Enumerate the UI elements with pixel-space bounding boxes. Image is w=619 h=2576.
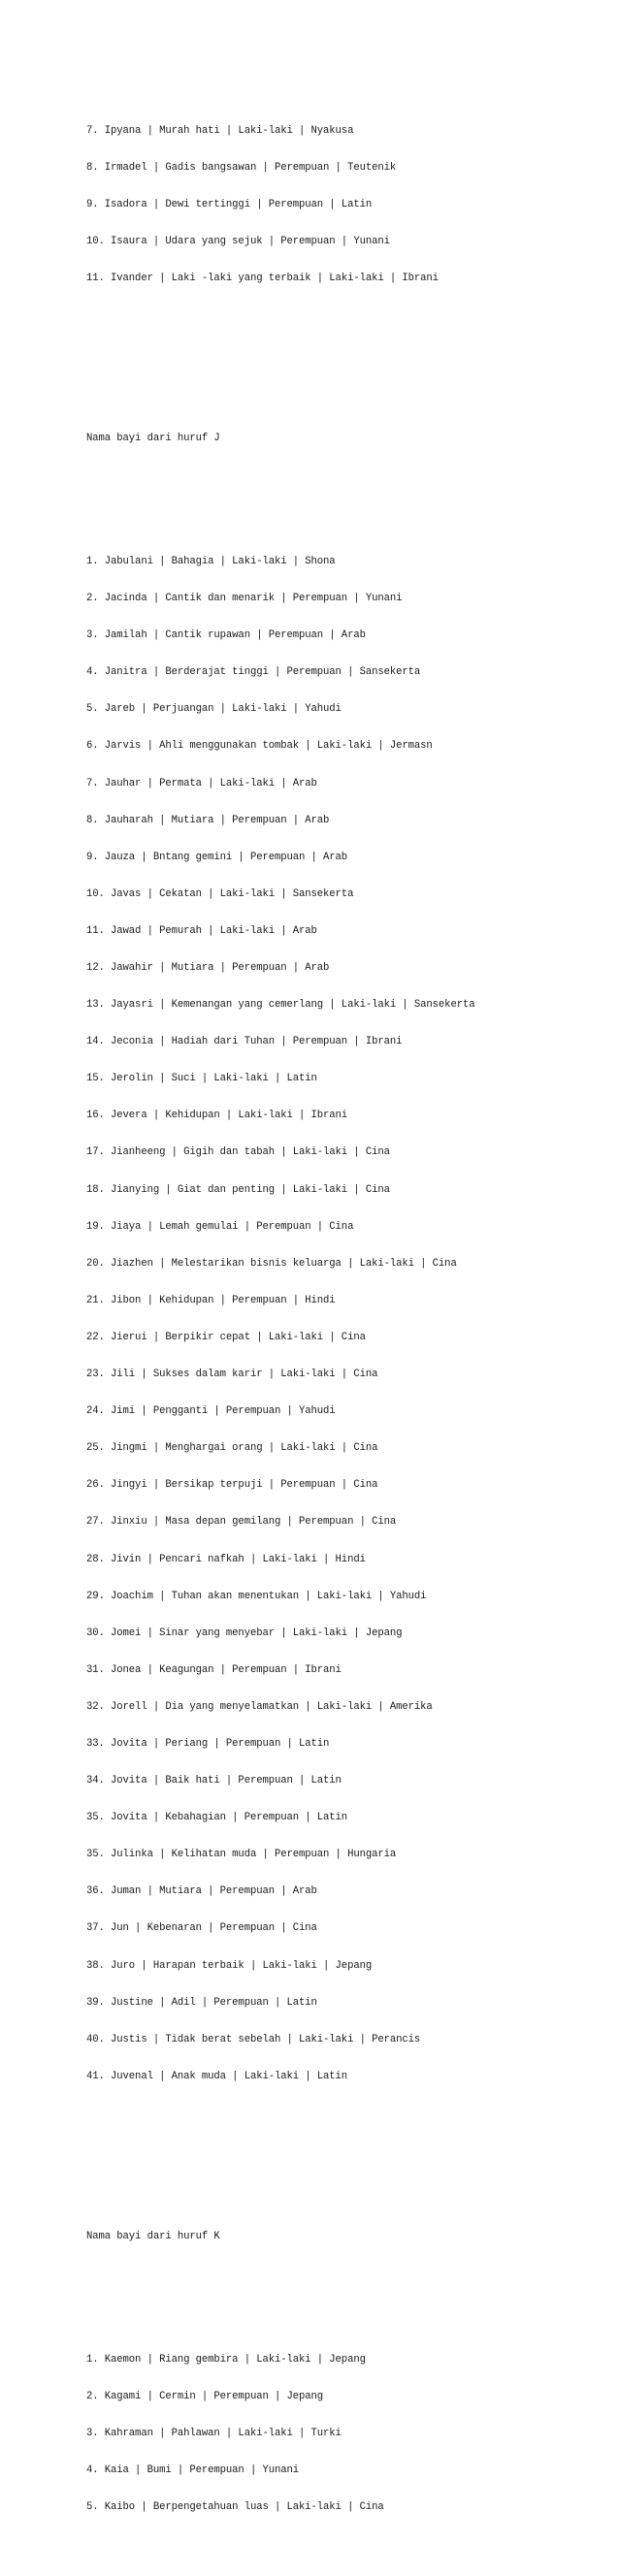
- list-item: 35. Julinka | Kelihatan muda | Perempuan | Hungaria: [86, 1849, 397, 1861]
- list-item: 34. Jovita | Baik hati | Perempuan | Latin: [86, 1775, 342, 1787]
- list-item: 30. Jomei | Sinar yang menyebar | Laki-laki | Jepang: [86, 1626, 403, 1639]
- list-item: 15. Jerolin | Suci | Laki-laki | Latin: [86, 1073, 317, 1085]
- list-item: 16. Jevera | Kehidupan | Laki-laki | Ibrani: [86, 1110, 348, 1122]
- list-item: 25. Jingmi | Menghargai orang | Laki-laki | Cina: [86, 1442, 378, 1455]
- list-item: 31. Jonea | Keagungan | Perempuan | Ibrani: [86, 1663, 342, 1676]
- list-item: 4. Kaia | Bumi | Perempuan | Yunani: [86, 2464, 300, 2477]
- list-item: 1. Kaemon | Riang gembira | Laki-laki | Jepang: [86, 2353, 366, 2366]
- list-item: 9. Isadora | Dewi tertinggi | Perempuan | Latin: [86, 198, 373, 210]
- list-item: 10. Javas | Cekatan | Laki-laki | Sansekerta: [86, 887, 354, 900]
- spacer: [86, 482, 591, 495]
- spacer: [86, 2144, 591, 2157]
- list-item: 29. Joachim | Tuhan akan menentukan | Laki-laki | Yahudi: [86, 1590, 427, 1602]
- list-item: 23. Jili | Sukses dalam karir | Laki-laki | Cina: [86, 1368, 378, 1381]
- list-item: 5. Jareb | Perjuangan | Laki-laki | Yahudi: [86, 703, 342, 716]
- list-item: 38. Juro | Harapan terbaik | Laki-laki | Jepang: [86, 1959, 373, 1972]
- list-item: 6. Jarvis | Ahli menggunakan tombak | Laki-laki | Jermasn: [86, 740, 433, 753]
- list-item: 13. Jayasri | Kemenangan yang cemerlang | Laki-laki | Sansekerta: [86, 999, 475, 1012]
- spacer: [86, 2181, 591, 2194]
- list-item: 26. Jingyi | Bersikap terpuji | Perempuan | Cina: [86, 1479, 378, 1492]
- list-item: 40. Justis | Tidak berat sebelah | Laki-laki | Perancis: [86, 2033, 421, 2045]
- list-item: 1. Jabulani | Bahagia | Laki-laki | Shona: [86, 555, 336, 567]
- document-content: [86, 63, 591, 2576]
- list-item: 27. Jinxiu | Masa depan gemilang | Perempuan | Cina: [86, 1516, 397, 1529]
- list-item: 24. Jimi | Pengganti | Perempuan | Yahudi: [86, 1405, 336, 1418]
- list-item: 7. Ipyana | Murah hati | Laki-laki | Nyakusa: [86, 124, 354, 137]
- spacer: [86, 383, 591, 396]
- intro-list: [86, 100, 591, 309]
- list-item: 11. Jawad | Pemurah | Laki-laki | Arab: [86, 924, 317, 937]
- section-heading-j: Nama bayi dari huruf J: [86, 432, 220, 444]
- list-item: 41. Juvenal | Anak muda | Laki-laki | Latin: [86, 2070, 348, 2082]
- list-item: 22. Jierui | Berpikir cepat | Laki-laki | Cina: [86, 1331, 366, 1343]
- list-item: 5. Kaibo | Berpengetahuan luas | Laki-laki | Cina: [86, 2501, 384, 2514]
- list-item: 20. Jiazhen | Melestarikan bisnis keluarga | Laki-laki | Cina: [86, 1257, 457, 1270]
- list-item: 3. Kahraman | Pahlawan | Laki-laki | Turki: [86, 2428, 342, 2440]
- spacer: [86, 346, 591, 359]
- list-item: 2. Jacinda | Cantik dan menarik | Perempuan | Yunani: [86, 593, 403, 605]
- list-item: 11. Ivander | Laki -laki yang terbaik | Laki-laki | Ibrani: [86, 272, 439, 284]
- list-item: 8. Jauharah | Mutiara | Perempuan | Arab: [86, 814, 330, 826]
- list-item: 8. Irmadel | Gadis bangsawan | Perempuan | Teutenik: [86, 161, 397, 174]
- list-item: 37. Jun | Kebenaran | Perempuan | Cina: [86, 1922, 317, 1935]
- list-item: 17. Jianheeng | Gigih dan tabah | Laki-laki | Cina: [86, 1146, 390, 1159]
- list-item: 28. Jivin | Pencari nafkah | Laki-laki | Hindi: [86, 1553, 366, 1565]
- list-item: 3. Jamilah | Cantik rupawan | Perempuan | Arab: [86, 629, 366, 642]
- list-item: 4. Janitra | Berderajat tinggi | Perempuan | Sansekerta: [86, 666, 421, 679]
- list-item: 36. Juman | Mutiara | Perempuan | Arab: [86, 1885, 317, 1898]
- section-k-list: [86, 2330, 591, 2539]
- list-item: 21. Jibon | Kehidupan | Perempuan | Hindi: [86, 1294, 336, 1306]
- list-item: 14. Jeconia | Hadiah dari Tuhan | Perempuan | Ibrani: [86, 1036, 403, 1048]
- list-item: 7. Jauhar | Permata | Laki-laki | Arab: [86, 777, 317, 789]
- list-item: 35. Jovita | Kebahagian | Perempuan | Latin: [86, 1812, 348, 1824]
- list-item: 39. Justine | Adil | Perempuan | Latin: [86, 1996, 317, 2009]
- spacer: [86, 2280, 591, 2293]
- list-item: 2. Kagami | Cermin | Perempuan | Jepang: [86, 2391, 324, 2403]
- section-heading-k: Nama bayi dari huruf K: [86, 2230, 220, 2242]
- list-item: 12. Jawahir | Mutiara | Perempuan | Arab: [86, 962, 330, 975]
- list-item: 10. Isaura | Udara yang sejuk | Perempuan | Yunani: [86, 235, 390, 247]
- list-item: 19. Jiaya | Lemah gemulai | Perempuan | Cina: [86, 1220, 354, 1233]
- list-item: 33. Jovita | Periang | Perempuan | Latin: [86, 1737, 330, 1750]
- section-j-list: [86, 531, 591, 2108]
- list-item: 9. Jauza | Bntang gemini | Perempuan | Arab: [86, 851, 348, 863]
- list-item: 18. Jianying | Giat dan penting | Laki-laki | Cina: [86, 1183, 390, 1196]
- list-item: 32. Jorell | Dia yang menyelamatkan | Laki-laki | Amerika: [86, 1700, 433, 1713]
